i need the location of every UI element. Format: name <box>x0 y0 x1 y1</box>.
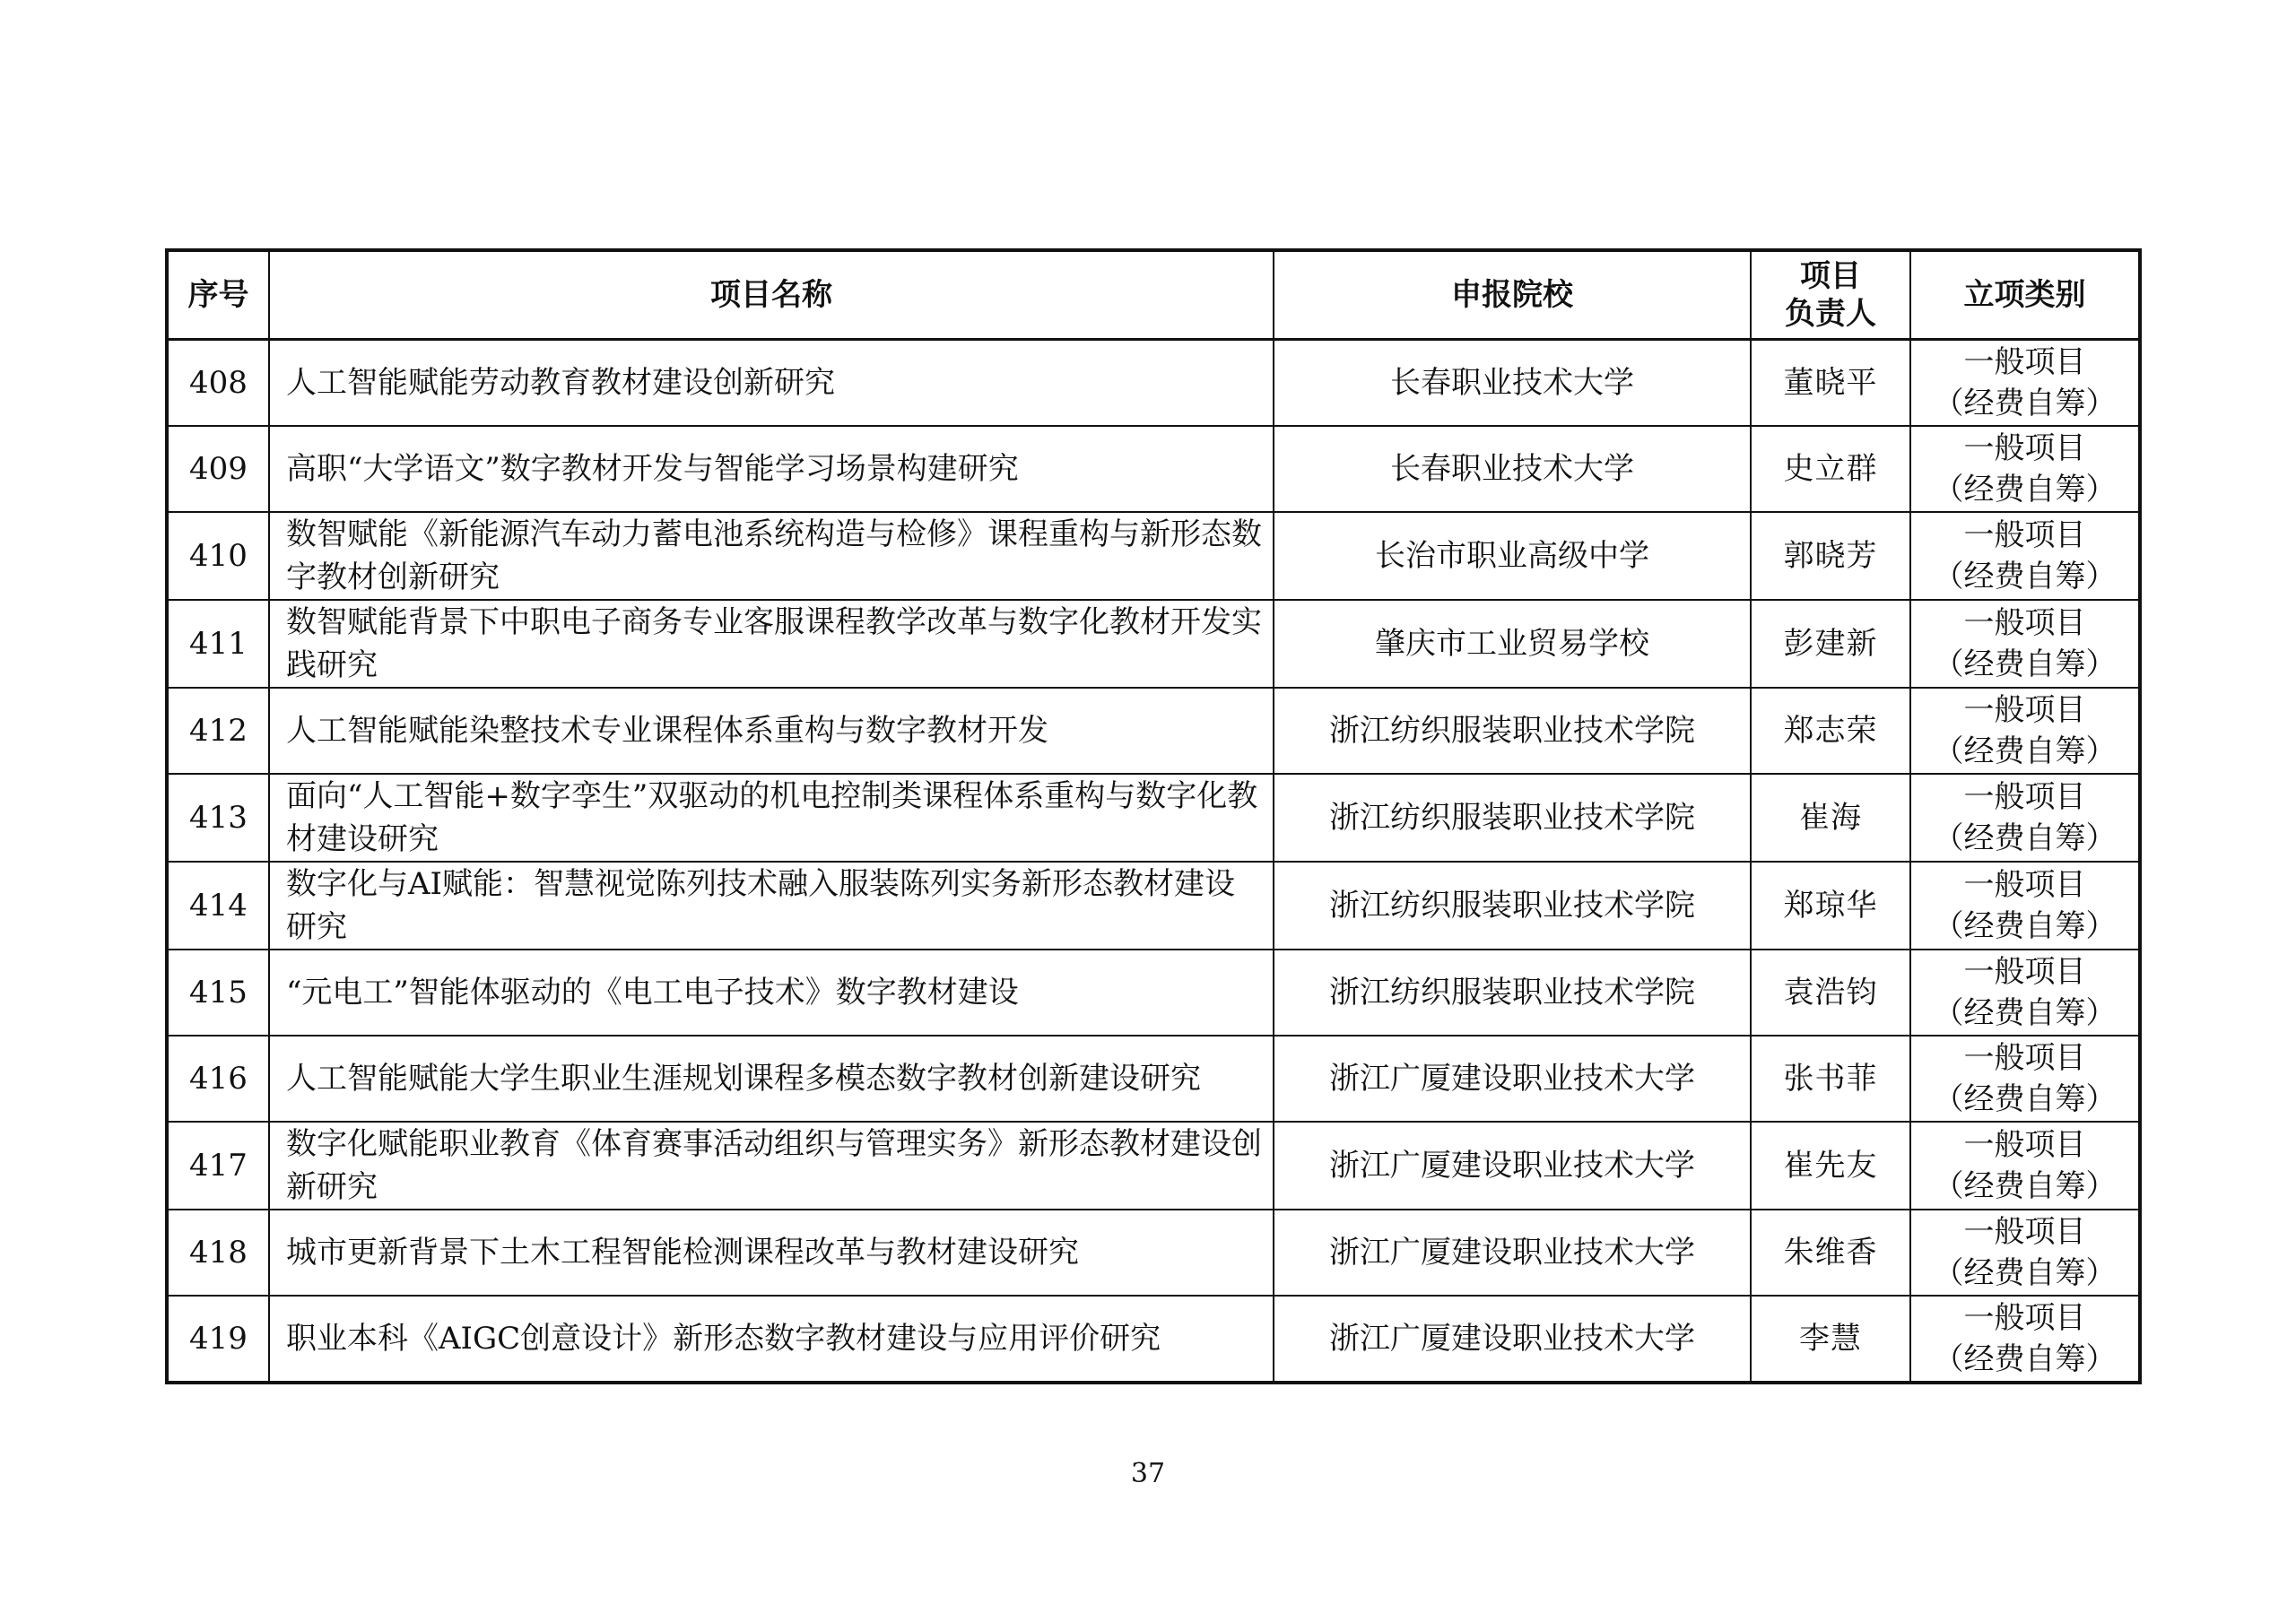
row-no: 409 <box>167 426 269 512</box>
row-category <box>1910 600 2140 688</box>
category-line1: 一般项目 <box>1963 1127 2086 1163</box>
row-project-name: 人工智能赋能大学生职业生涯规划课程多模态数字教材创新建设研究 <box>269 1036 1274 1122</box>
row-category <box>1910 1296 2140 1383</box>
header-lead <box>1751 250 1910 340</box>
category-line2: （经费自筹） <box>1933 820 2117 856</box>
category-line1: 一般项目 <box>1963 779 2086 815</box>
table-row <box>167 1210 2140 1296</box>
table-row <box>167 862 2140 950</box>
table-row <box>167 688 2140 774</box>
row-category <box>1910 512 2140 600</box>
header-school: 申报院校 <box>1274 250 1751 340</box>
row-lead: 郑志荣 <box>1751 688 1910 774</box>
row-category <box>1910 1210 2140 1296</box>
row-school: 肇庆市工业贸易学校 <box>1274 600 1751 688</box>
project-table <box>165 248 2142 1384</box>
row-no: 418 <box>167 1210 269 1296</box>
row-lead: 袁浩钧 <box>1751 950 1910 1036</box>
category-line2: （经费自筹） <box>1933 1341 2117 1377</box>
row-project-name: 职业本科《AIGC创意设计》新形态数字教材建设与应用评价研究 <box>269 1296 1274 1383</box>
row-project-name: 数字化赋能职业教育《体育赛事活动组织与管理实务》新形态教材建设创新研究 <box>269 1122 1274 1210</box>
category-line1: 一般项目 <box>1963 517 2086 553</box>
row-project-name: 城市更新背景下土木工程智能检测课程改革与教材建设研究 <box>269 1210 1274 1296</box>
row-lead: 郭晓芳 <box>1751 512 1910 600</box>
row-lead: 朱维香 <box>1751 1210 1910 1296</box>
category-line2: （经费自筹） <box>1933 1168 2117 1204</box>
header-no: 序号 <box>167 250 269 340</box>
row-category <box>1910 950 2140 1036</box>
row-school: 浙江广厦建设职业技术大学 <box>1274 1210 1751 1296</box>
row-project-name: 数智赋能《新能源汽车动力蓄电池系统构造与检修》课程重构与新形态数字教材创新研究 <box>269 512 1274 600</box>
category-line1: 一般项目 <box>1963 430 2086 466</box>
row-category <box>1910 340 2140 427</box>
category-line2: （经费自筹） <box>1933 733 2117 769</box>
row-no: 412 <box>167 688 269 774</box>
row-project-name: 数字化与AI赋能：智慧视觉陈列技术融入服装陈列实务新形态教材建设研究 <box>269 862 1274 950</box>
row-category <box>1910 862 2140 950</box>
row-lead: 董晓平 <box>1751 340 1910 427</box>
row-category <box>1910 426 2140 512</box>
category-line2: （经费自筹） <box>1933 646 2117 682</box>
row-lead: 张书菲 <box>1751 1036 1910 1122</box>
row-no: 416 <box>167 1036 269 1122</box>
row-school: 长春职业技术大学 <box>1274 426 1751 512</box>
table-row <box>167 600 2140 688</box>
row-no: 411 <box>167 600 269 688</box>
category-line2: （经费自筹） <box>1933 472 2117 507</box>
row-school: 浙江广厦建设职业技术大学 <box>1274 1296 1751 1383</box>
page-number: 37 <box>1130 1458 1166 1489</box>
row-lead: 崔先友 <box>1751 1122 1910 1210</box>
category-line1: 一般项目 <box>1963 1214 2086 1250</box>
row-project-name: “元电工”智能体驱动的《电工电子技术》数字教材建设 <box>269 950 1274 1036</box>
row-school: 浙江纺织服装职业技术学院 <box>1274 688 1751 774</box>
category-line1: 一般项目 <box>1963 1040 2086 1076</box>
table-row <box>167 774 2140 862</box>
row-school: 浙江广厦建设职业技术大学 <box>1274 1036 1751 1122</box>
row-school: 长春职业技术大学 <box>1274 340 1751 427</box>
table-row <box>167 1036 2140 1122</box>
row-no: 417 <box>167 1122 269 1210</box>
table-row <box>167 1122 2140 1210</box>
category-line2: （经费自筹） <box>1933 1081 2117 1117</box>
row-lead: 史立群 <box>1751 426 1910 512</box>
row-lead: 郑琼华 <box>1751 862 1910 950</box>
row-school: 浙江纺织服装职业技术学院 <box>1274 950 1751 1036</box>
row-project-name: 高职“大学语文”数字教材开发与智能学习场景构建研究 <box>269 426 1274 512</box>
header-lead-line1: 项目 <box>1800 257 1861 294</box>
category-line1: 一般项目 <box>1963 692 2086 728</box>
row-no: 419 <box>167 1296 269 1383</box>
category-line1: 一般项目 <box>1963 1300 2086 1336</box>
category-line2: （经费自筹） <box>1933 559 2117 594</box>
row-school: 浙江纺织服装职业技术学院 <box>1274 774 1751 862</box>
row-no: 413 <box>167 774 269 862</box>
row-no: 408 <box>167 340 269 427</box>
row-no: 410 <box>167 512 269 600</box>
category-line1: 一般项目 <box>1963 867 2086 903</box>
table-row <box>167 950 2140 1036</box>
row-category <box>1910 1036 2140 1122</box>
header-lead-line2: 负责人 <box>1785 296 1876 332</box>
table-row <box>167 340 2140 427</box>
table-header-row <box>167 250 2140 340</box>
category-line1: 一般项目 <box>1963 605 2086 641</box>
row-project-name: 人工智能赋能劳动教育教材建设创新研究 <box>269 340 1274 427</box>
table-row <box>167 512 2140 600</box>
row-school: 长治市职业高级中学 <box>1274 512 1751 600</box>
row-school: 浙江广厦建设职业技术大学 <box>1274 1122 1751 1210</box>
header-category: 立项类别 <box>1910 250 2140 340</box>
row-no: 415 <box>167 950 269 1036</box>
table-row <box>167 426 2140 512</box>
row-no: 414 <box>167 862 269 950</box>
header-name: 项目名称 <box>269 250 1274 340</box>
category-line2: （经费自筹） <box>1933 1255 2117 1291</box>
row-lead: 李慧 <box>1751 1296 1910 1383</box>
category-line2: （经费自筹） <box>1933 995 2117 1031</box>
category-line2: （经费自筹） <box>1933 386 2117 421</box>
row-lead: 崔海 <box>1751 774 1910 862</box>
row-lead: 彭建新 <box>1751 600 1910 688</box>
row-category <box>1910 1122 2140 1210</box>
row-school: 浙江纺织服装职业技术学院 <box>1274 862 1751 950</box>
row-project-name: 面向“人工智能+数字孪生”双驱动的机电控制类课程体系重构与数字化教材建设研究 <box>269 774 1274 862</box>
row-category <box>1910 774 2140 862</box>
row-project-name: 数智赋能背景下中职电子商务专业客服课程教学改革与数字化教材开发实践研究 <box>269 600 1274 688</box>
category-line1: 一般项目 <box>1963 954 2086 990</box>
table-row <box>167 1296 2140 1383</box>
category-line2: （经费自筹） <box>1933 908 2117 944</box>
row-project-name: 人工智能赋能染整技术专业课程体系重构与数字教材开发 <box>269 688 1274 774</box>
row-category <box>1910 688 2140 774</box>
category-line1: 一般项目 <box>1963 344 2086 380</box>
